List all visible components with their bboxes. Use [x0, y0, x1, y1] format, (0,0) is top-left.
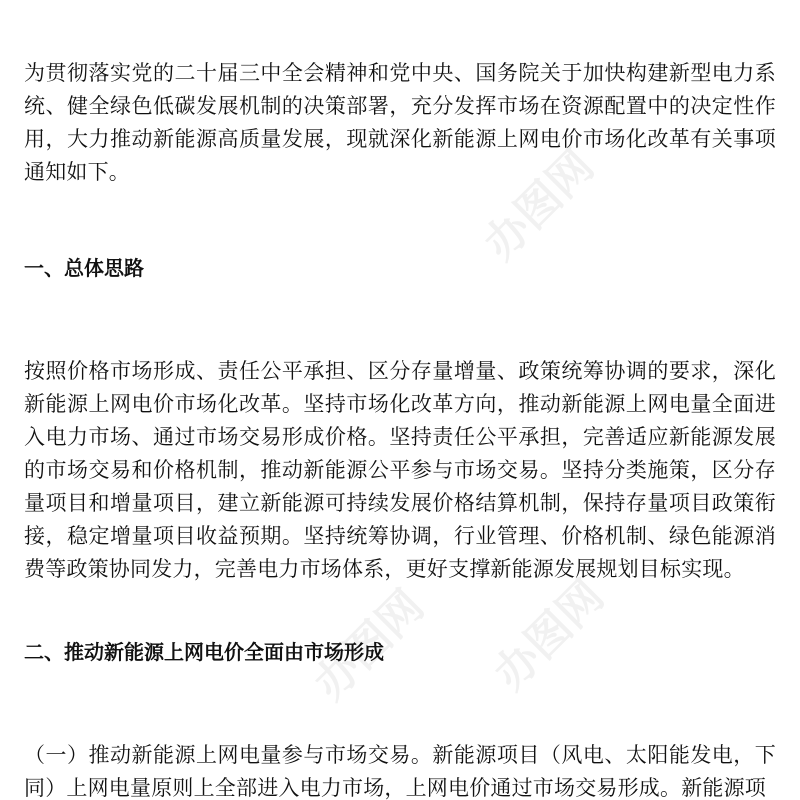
intro-paragraph: 为贯彻落实党的二十届三中全会精神和党中央、国务院关于加快构建新型电力系统、健全绿色低碳发展机制的决策部署，充分发挥市场在资源配置中的决定性作用，大力推动新能源高质量发展，现就深化新能源上网电价市场化改革有关事项通知如下。 — [24, 61, 776, 184]
section-2-body: （一）推动新能源上网电量参与市场交易。新能源项目（风电、太阳能发电，下同）上网电量原则上全部进入电力市场，上网电价通过市场交易形成。新能源项 — [24, 743, 776, 800]
section-1-body: 按照价格市场形成、责任公平承担、区分存量增量、政策统筹协调的要求，深化新能源上网电价市场化改革。坚持市场化改革方向，推动新能源上网电量全面进入电力市场、通过市场交易形成价格。坚持责任公平承担，完善适应新能源发展的市场交易和价格机制，推动新能源公平参与市场交易。坚持分类施策，区分存量项目和增量项目，建立新能源可持续发展价格结算机制，保持存量项目政策衔接，稳定增量项目收益预期。坚持统筹协调，行业管理、价格机制、绿色能源消费等政策协同发力，完善电力市场体系，更好支撑新能源发展规划目标实现。 — [24, 359, 776, 581]
section-1-heading: 一、总体思路 — [24, 256, 144, 280]
section-2-heading: 二、推动新能源上网电价全面由市场形成 — [24, 640, 384, 664]
watermark-3: 办图网 — [484, 570, 614, 700]
watermark-1: 办图网 — [474, 140, 604, 270]
watermark-2: 办图网 — [304, 580, 434, 710]
